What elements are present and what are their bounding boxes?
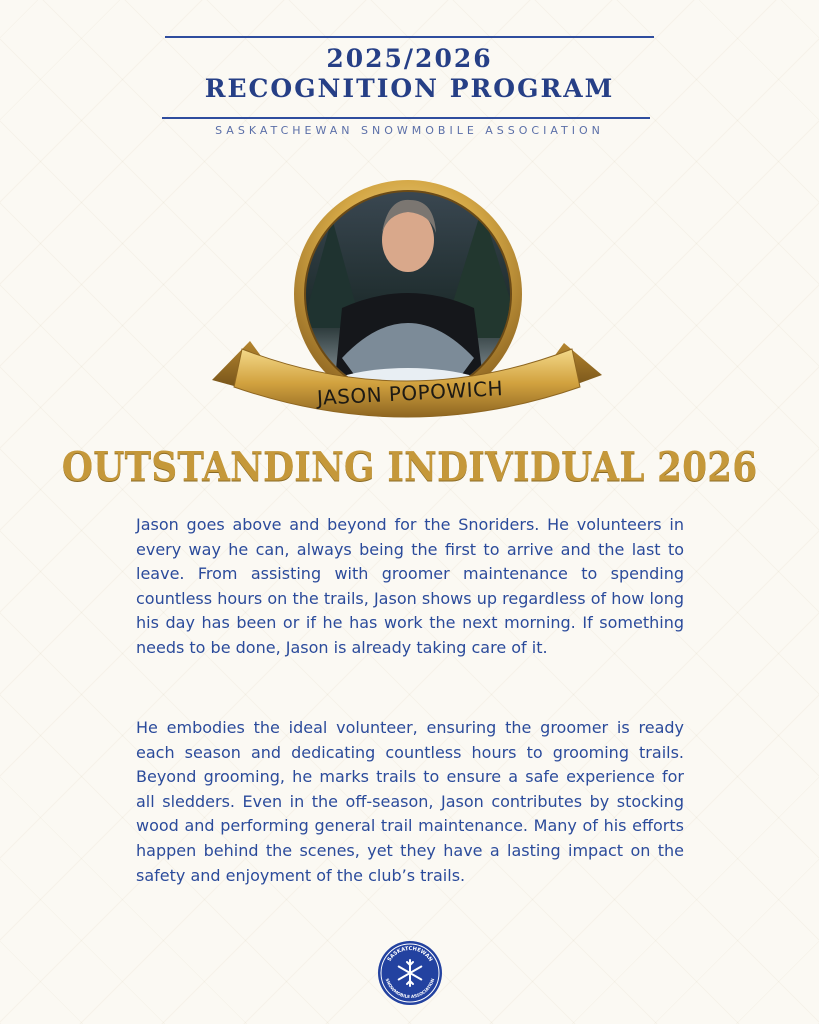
- paragraph-1: Jason goes above and beyond for the Snoriders. He volunteers in every way he can, always being the first to arrive and the last to leave. From assisting with groomer maintenance to spending countless hours on the trails, Jason shows up regardless of how long his day has been or if he has work the next morning. If something needs to be done, Jason is already taking care of it.: [136, 515, 684, 657]
- honoree-name: JASON POPOWICH: [316, 376, 504, 410]
- association-name: SASKATCHEWAN SNOWMOBILE ASSOCIATION: [215, 124, 604, 137]
- program-year: 2025/2026: [326, 44, 493, 73]
- program-title: RECOGNITION PROGRAM: [204, 74, 615, 103]
- header-top-rule: [165, 36, 654, 38]
- header-bottom-rule: [162, 117, 650, 119]
- paragraph-2: He embodies the ideal volunteer, ensuring the groomer is ready each season and dedicating countless hours to grooming trails. Beyond grooming, he marks trails to ensure a safe experience for all sledders. Even in the off-season, Jason contributes by stocking wood and performing general trail maintenance. Many of his efforts happen behind the scenes, yet they have a lasting impact on the safety and enjoyment of the club’s trails.: [136, 718, 684, 885]
- award-title: OUTSTANDING INDIVIDUAL 2026: [61, 443, 758, 491]
- logo-text-bottom: SNOWMOBILE ASSOCIATION: [384, 977, 436, 1000]
- association-logo: [377, 940, 443, 1006]
- logo-text-top: SASKATCHEWAN: [386, 945, 434, 963]
